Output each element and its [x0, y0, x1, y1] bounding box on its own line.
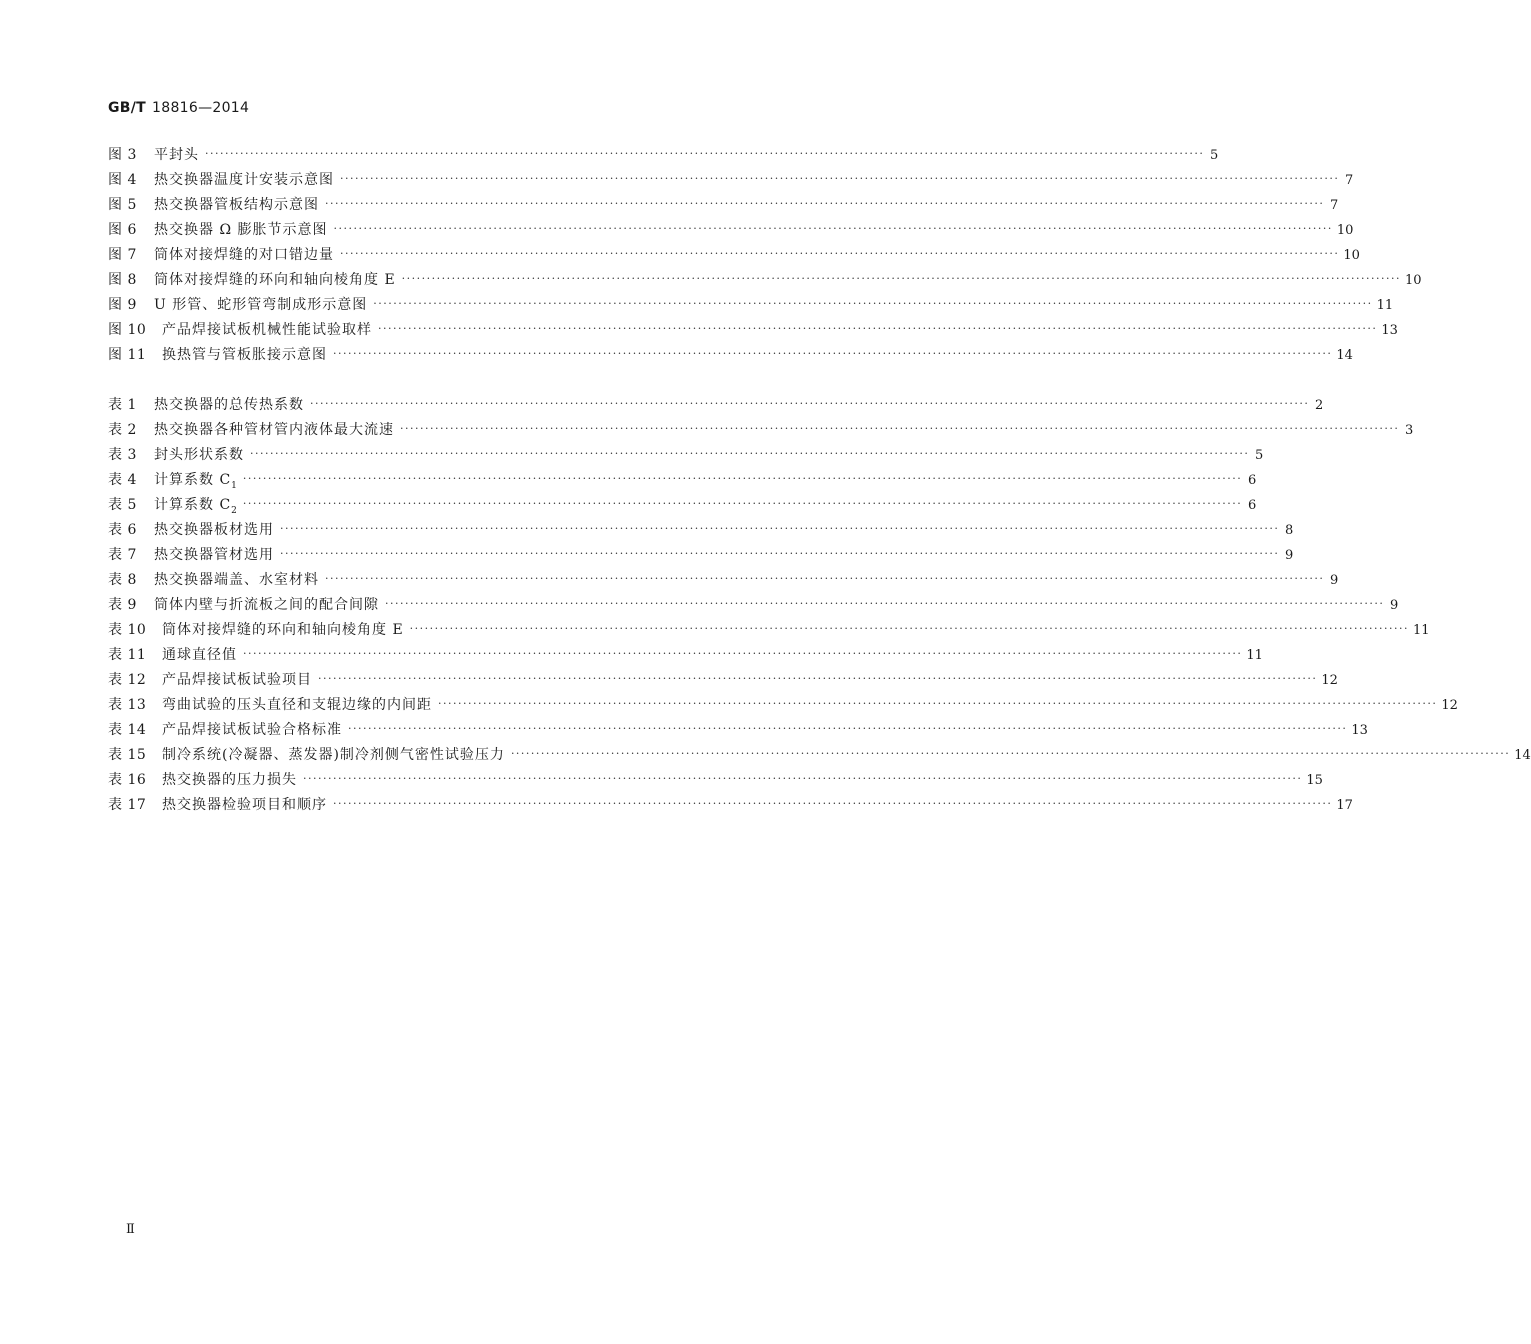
toc-entry-title-text: 热交换器板材选用: [154, 522, 274, 538]
toc-entry-label: 表 4: [108, 472, 137, 488]
toc-entry-title-text: 热交换器端盖、水室材料: [154, 572, 319, 588]
figures-toc: [108, 143, 1422, 368]
toc-dot-leader: ········································································································································································································: [280, 547, 1280, 560]
toc-entry-title: [154, 518, 274, 543]
standard-header: [108, 100, 249, 116]
figure-toc-entry[interactable]: [108, 243, 1360, 268]
page-number-roman: Ⅱ: [126, 1222, 135, 1237]
toc-dot-leader: ········································································································································································································: [325, 572, 1325, 585]
toc-entry-label: 图 5: [108, 197, 137, 213]
toc-entry-title: [154, 243, 334, 268]
toc-entry-title-text: 筒体内壁与折流板之间的配合间隙: [154, 597, 379, 613]
toc-entry-title: [162, 618, 404, 643]
toc-entry-label: 表 1: [108, 397, 137, 413]
table-toc-entry[interactable]: [108, 418, 1414, 443]
toc-entry-page-number: 6: [1247, 473, 1257, 488]
toc-entry-page-number: 5: [1255, 448, 1264, 463]
toc-entry-title: [154, 393, 304, 418]
toc-entry-title-text: 热交换器管板结构示意图: [154, 197, 319, 213]
toc-entry-label: 图 7: [108, 247, 137, 263]
toc-entry-title-text: 热交换器管材选用: [154, 547, 274, 563]
toc-entry-title-text: 制冷系统(冷凝器、蒸发器)制冷剂侧气密性试验压力: [162, 747, 505, 763]
toc-dot-leader: ········································································································································································································: [400, 422, 1400, 435]
table-toc-entry[interactable]: [108, 568, 1339, 593]
table-toc-entry[interactable]: [108, 493, 1257, 518]
toc-entry-page-number: 15: [1306, 773, 1323, 788]
toc-entry-title-text: 热交换器 Ω 膨胀节示意图: [154, 222, 328, 238]
toc-entry-title-text: 产品焊接试板试验项目: [162, 672, 312, 688]
toc-entry-label: 表 7: [108, 547, 137, 563]
toc-dot-leader: ········································································································································································································: [333, 797, 1333, 810]
toc-dot-leader: ········································································································································································································: [510, 747, 1511, 760]
table-toc-entry[interactable]: [108, 793, 1353, 818]
toc-entry-page-number: 17: [1336, 798, 1353, 813]
toc-entry-title-text: 平封头: [154, 147, 199, 163]
toc-entry-title: [154, 168, 334, 193]
toc-dot-leader: ········································································································································································································: [242, 497, 1243, 510]
toc-entry-page-number: 14: [1514, 748, 1531, 763]
toc-entry-page-number: 14: [1336, 348, 1353, 363]
toc-entry-page-number: 5: [1210, 148, 1219, 163]
toc-dot-leader: ········································································································································································································: [378, 322, 1378, 335]
toc-entry-title: [154, 268, 396, 293]
toc-entry-label: 表 16: [108, 772, 147, 788]
toc-entry-title: [162, 718, 342, 743]
toc-entry-title-text: 产品焊接试板试验合格标准: [162, 722, 342, 738]
toc-entry-label: 表 11: [108, 647, 147, 663]
toc-entry-label: 图 6: [108, 222, 137, 238]
toc-entry-title: [162, 793, 327, 818]
toc-entry-page-number: 13: [1351, 723, 1368, 738]
figure-toc-entry[interactable]: [108, 143, 1219, 168]
toc-entry-label: 表 13: [108, 697, 147, 713]
toc-entry-title: [154, 293, 367, 318]
toc-dot-leader: ········································································································································································································: [310, 397, 1310, 410]
toc-entry-label: 图 11: [108, 347, 147, 363]
table-toc-entry[interactable]: [108, 468, 1257, 493]
table-toc-entry[interactable]: [108, 668, 1338, 693]
toc-entry-label: 图 4: [108, 172, 137, 188]
toc-dot-leader: ········································································································································································································: [373, 297, 1373, 310]
toc-entry-page-number: 11: [1376, 298, 1394, 313]
toc-entry-page-number: 9: [1285, 548, 1294, 563]
toc-entry-page-number: 3: [1405, 423, 1414, 438]
toc-entry-title-text: 计算系数 C: [154, 497, 232, 513]
toc-entry-title-text: 筒体对接焊缝的环向和轴向棱角度 E: [162, 622, 404, 638]
toc-dot-leader: ········································································································································································································: [243, 647, 1243, 660]
toc-dot-leader: ········································································································································································································: [401, 272, 1401, 285]
toc-entry-label: 表 8: [108, 572, 137, 588]
toc-entry-title-text: 热交换器的总传热系数: [154, 397, 304, 413]
toc-entry-label: 图 8: [108, 272, 137, 288]
toc-dot-leader: ········································································································································································································: [280, 522, 1280, 535]
toc-entry-label: 表 3: [108, 447, 137, 463]
toc-dot-leader: ········································································································································································································: [333, 347, 1333, 360]
toc-entry-title: [154, 193, 319, 218]
toc-entry-page-number: 6: [1247, 498, 1257, 513]
toc-entry-title-text: 通球直径值: [162, 647, 237, 663]
toc-entry-page-number: 8: [1285, 523, 1294, 538]
tables-toc: [108, 393, 1531, 818]
toc-dot-leader: ········································································································································································································: [385, 597, 1385, 610]
toc-entry-label: 表 5: [108, 497, 137, 513]
figure-toc-entry[interactable]: [108, 318, 1398, 343]
toc-entry-page-number: 7: [1330, 198, 1339, 213]
table-toc-entry[interactable]: [108, 518, 1294, 543]
toc-entry-subscript: 1: [231, 480, 237, 491]
toc-entry-label: 图 10: [108, 322, 147, 338]
toc-entry-title-text: 热交换器的压力损失: [162, 772, 297, 788]
toc-entry-title: [154, 543, 274, 568]
table-toc-entry[interactable]: [108, 768, 1323, 793]
toc-entry-page-number: 13: [1381, 323, 1398, 338]
figure-toc-entry[interactable]: [108, 168, 1354, 193]
table-toc-entry[interactable]: [108, 643, 1263, 668]
toc-entry-title-text: 筒体对接焊缝的对口错边量: [154, 247, 334, 263]
toc-entry-label: 表 14: [108, 722, 147, 738]
toc-entry-page-number: 7: [1345, 173, 1354, 188]
toc-entry-title-text: 计算系数 C: [154, 472, 232, 488]
toc-entry-label: 表 12: [108, 672, 147, 688]
toc-dot-leader: ········································································································································································································: [340, 172, 1340, 185]
figure-toc-entry[interactable]: [108, 293, 1394, 318]
toc-entry-title: [154, 143, 199, 168]
toc-entry-label: 表 9: [108, 597, 137, 613]
toc-dot-leader: ········································································································································································································: [318, 672, 1318, 685]
toc-entry-title: [162, 343, 327, 368]
toc-entry-title-text: 产品焊接试板机械性能试验取样: [162, 322, 372, 338]
toc-entry-title: [154, 593, 379, 618]
toc-entry-title: [162, 318, 372, 343]
toc-entry-title-text: U 形管、蛇形管弯制成形示意图: [154, 297, 368, 313]
table-toc-entry[interactable]: [108, 693, 1458, 718]
table-toc-entry[interactable]: [108, 543, 1294, 568]
figure-toc-entry[interactable]: [108, 343, 1353, 368]
toc-entry-page-number: 11: [1413, 623, 1430, 638]
toc-entry-page-number: 12: [1441, 698, 1458, 713]
toc-entry-title: [162, 743, 505, 768]
toc-dot-leader: ········································································································································································································: [303, 772, 1303, 785]
toc-entry-title-text: 热交换器检验项目和顺序: [162, 797, 327, 813]
table-toc-entry[interactable]: [108, 743, 1531, 768]
table-toc-entry[interactable]: [108, 593, 1399, 618]
toc-dot-leader: ········································································································································································································: [340, 247, 1340, 260]
toc-entry-title: [162, 693, 432, 718]
toc-entry-subscript: 2: [231, 505, 237, 516]
toc-entry-label: 表 15: [108, 747, 147, 763]
toc-dot-leader: ········································································································································································································: [348, 722, 1348, 735]
table-toc-entry[interactable]: [108, 443, 1264, 468]
toc-entry-label: 表 6: [108, 522, 137, 538]
toc-entry-label: 图 9: [108, 297, 137, 313]
toc-entry-page-number: 9: [1390, 598, 1399, 613]
toc-entry-page-number: 2: [1315, 398, 1324, 413]
standard-number: 18816—2014: [152, 100, 250, 116]
figure-toc-entry[interactable]: [108, 268, 1422, 293]
toc-entry-label: 图 3: [108, 147, 137, 163]
table-toc-entry[interactable]: [108, 618, 1430, 643]
toc-entry-label: 表 2: [108, 422, 137, 438]
toc-entry-title: [154, 443, 244, 468]
toc-entry-page-number: 12: [1321, 673, 1338, 688]
toc-entry-label: 表 10: [108, 622, 147, 638]
table-toc-entry[interactable]: [108, 393, 1324, 418]
toc-entry-page-number: 10: [1405, 273, 1422, 288]
toc-dot-leader: ········································································································································································································: [205, 147, 1205, 160]
toc-entry-label: 表 17: [108, 797, 147, 813]
figure-toc-entry[interactable]: [108, 218, 1354, 243]
toc-entry-title-text: 筒体对接焊缝的环向和轴向棱角度 E: [154, 272, 396, 288]
toc-entry-title-text: 热交换器各种管材管内液体最大流速: [154, 422, 394, 438]
toc-dot-leader: ········································································································································································································: [333, 222, 1333, 235]
figure-toc-entry[interactable]: [108, 193, 1339, 218]
table-toc-entry[interactable]: [108, 718, 1368, 743]
standard-prefix: GB/T: [108, 100, 147, 116]
toc-dot-leader: ········································································································································································································: [242, 472, 1243, 485]
toc-entry-title-text: 封头形状系数: [154, 447, 244, 463]
toc-entry-title: [162, 668, 312, 693]
toc-dot-leader: ········································································································································································································: [438, 697, 1438, 710]
toc-entry-title-text: 弯曲试验的压头直径和支辊边缘的内间距: [162, 697, 432, 713]
toc-entry-title: [162, 768, 297, 793]
toc-dot-leader: ········································································································································································································: [409, 622, 1409, 635]
toc-entry-title-text: 热交换器温度计安装示意图: [154, 172, 334, 188]
toc-dot-leader: ········································································································································································································: [325, 197, 1325, 210]
toc-entry-title: [154, 568, 319, 593]
toc-entry-title: [154, 418, 394, 443]
toc-entry-title: [154, 218, 328, 243]
toc-entry-page-number: 9: [1330, 573, 1339, 588]
toc-entry-page-number: 10: [1343, 248, 1360, 263]
toc-entry-title-text: 换热管与管板胀接示意图: [162, 347, 327, 363]
toc-entry-page-number: 10: [1336, 223, 1354, 238]
toc-entry-page-number: 11: [1246, 648, 1263, 663]
toc-entry-title: [162, 643, 237, 668]
toc-dot-leader: ········································································································································································································: [250, 447, 1250, 460]
